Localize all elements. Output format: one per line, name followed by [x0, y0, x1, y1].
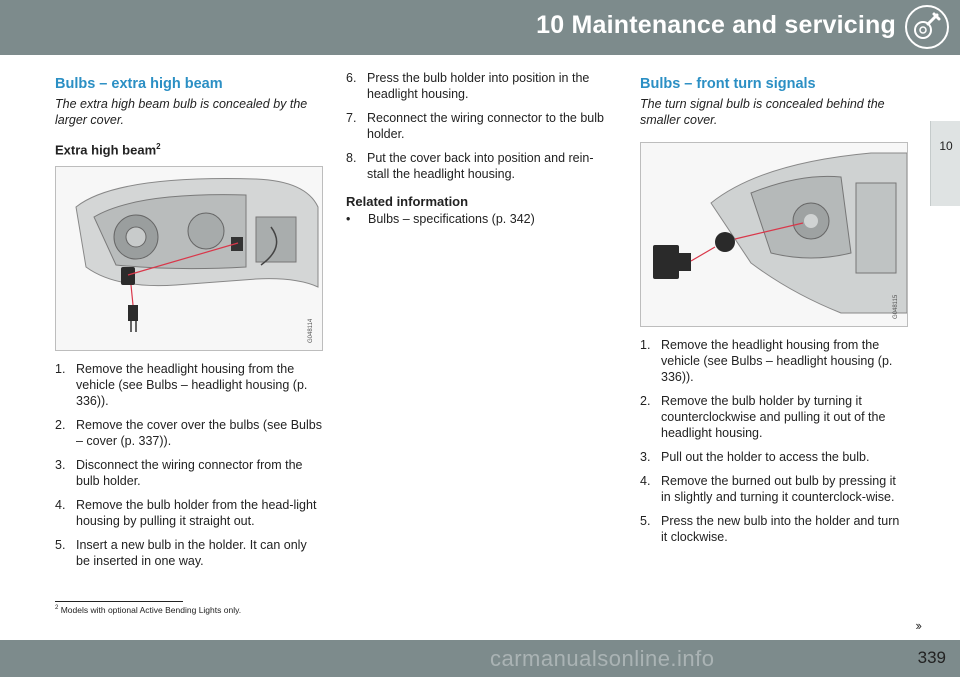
chapter-tab[interactable]	[930, 121, 960, 206]
steps-list	[55, 361, 323, 569]
steps-list	[640, 337, 908, 545]
step-text: Remove the burned out bulb by pressing it in slightly and turning it counterclock-wise.	[661, 474, 896, 504]
step-number: 1.	[640, 338, 651, 352]
step-text: Put the cover back into position and rein-stall the headlight housing.	[367, 151, 594, 181]
step-number: 4.	[640, 474, 651, 488]
turn-signal-illustration	[640, 142, 908, 327]
step-item	[55, 457, 323, 489]
step-text: Remove the headlight housing from the vehicle (see Bulbs – headlight housing (p. 336)).	[76, 362, 308, 409]
figure-code: G048114	[308, 319, 314, 344]
chapter-tab-label: 10	[939, 139, 953, 153]
section-lead: The turn signal bulb is concealed behind the smaller cover.	[640, 97, 885, 127]
step-item	[55, 537, 323, 569]
related-info-heading: Related information	[346, 194, 469, 209]
step-number: 8.	[346, 151, 357, 165]
step-item	[55, 497, 323, 529]
next-page-arrows-icon[interactable]: ››	[915, 618, 920, 633]
step-number: 3.	[55, 458, 66, 473]
extra-high-beam-section	[55, 76, 323, 577]
footnote-text: Models with optional Active Bending Lights only.	[60, 605, 242, 615]
steps-continued-section	[346, 70, 614, 227]
figure-code: G048115	[893, 294, 899, 319]
page-footer	[0, 640, 960, 677]
section-title: Bulbs – extra high beam	[55, 76, 223, 92]
step-text: Disconnect the wiring connector from the bulb holder.	[76, 458, 303, 489]
step-number: 4.	[55, 498, 66, 513]
step-text: Remove the bulb holder from the head-light housing by pulling it straight out.	[76, 498, 317, 529]
steps-list	[346, 70, 614, 182]
step-number: 5.	[55, 538, 66, 553]
step-item	[640, 513, 908, 545]
footnote-marker: 2	[55, 605, 59, 612]
step-item	[346, 150, 614, 182]
step-text: Reconnect the wiring connector to the bulb holder.	[367, 111, 604, 141]
step-number: 2.	[640, 394, 651, 408]
subheading	[55, 142, 323, 157]
step-item	[640, 393, 908, 441]
step-text: Pull out the holder to access the bulb.	[661, 450, 870, 464]
step-number: 1.	[55, 362, 66, 377]
step-number: 6.	[346, 71, 357, 85]
page-number: 339	[917, 648, 946, 667]
front-turn-signals-section	[640, 76, 908, 553]
step-text: Remove the bulb holder by turning it counterclockwise and pulling it out of the headlight housing.	[661, 394, 886, 440]
section-lead: The extra high beam bulb is concealed by the larger cover.	[55, 97, 308, 127]
step-text: Remove the headlight housing from the vehicle (see Bulbs – headlight housing (p. 336)).	[661, 338, 893, 384]
step-number: 2.	[55, 418, 66, 433]
chapter-title: 10 Maintenance and servicing	[536, 11, 896, 39]
step-number: 7.	[346, 111, 357, 125]
step-item	[55, 361, 323, 409]
step-item	[640, 337, 908, 385]
step-item	[55, 417, 323, 449]
related-link-text: Bulbs – specifications (p. 342)	[368, 212, 535, 226]
step-text: Press the bulb holder into position in the headlight housing.	[367, 71, 590, 101]
step-item	[346, 70, 614, 102]
turn-signal-drawing	[641, 143, 907, 326]
step-text: Remove the cover over the bulbs (see Bulbs – cover (p. 337)).	[76, 418, 322, 449]
step-text: Insert a new bulb in the holder. It can only be inserted in one way.	[76, 538, 307, 569]
step-text: Press the new bulb into the holder and turn it clockwise.	[661, 514, 900, 544]
step-number: 3.	[640, 450, 651, 464]
step-item	[640, 449, 908, 465]
section-title: Bulbs – front turn signals	[640, 76, 816, 92]
chapter-header	[0, 0, 960, 55]
bullet-icon: •	[346, 212, 351, 226]
watermark: carmanualsonline.info	[490, 646, 715, 671]
subheading-text: Extra high beam	[55, 142, 157, 158]
step-item	[640, 473, 908, 505]
headlight-drawing	[56, 167, 322, 350]
footnote-divider	[55, 601, 183, 602]
footnote-ref: 2	[156, 142, 161, 151]
step-item	[346, 110, 614, 142]
related-link[interactable]	[346, 211, 614, 227]
wrench-gear-icon	[904, 4, 950, 50]
step-number: 5.	[640, 514, 651, 528]
footnote	[55, 605, 241, 615]
headlight-illustration	[55, 166, 323, 351]
